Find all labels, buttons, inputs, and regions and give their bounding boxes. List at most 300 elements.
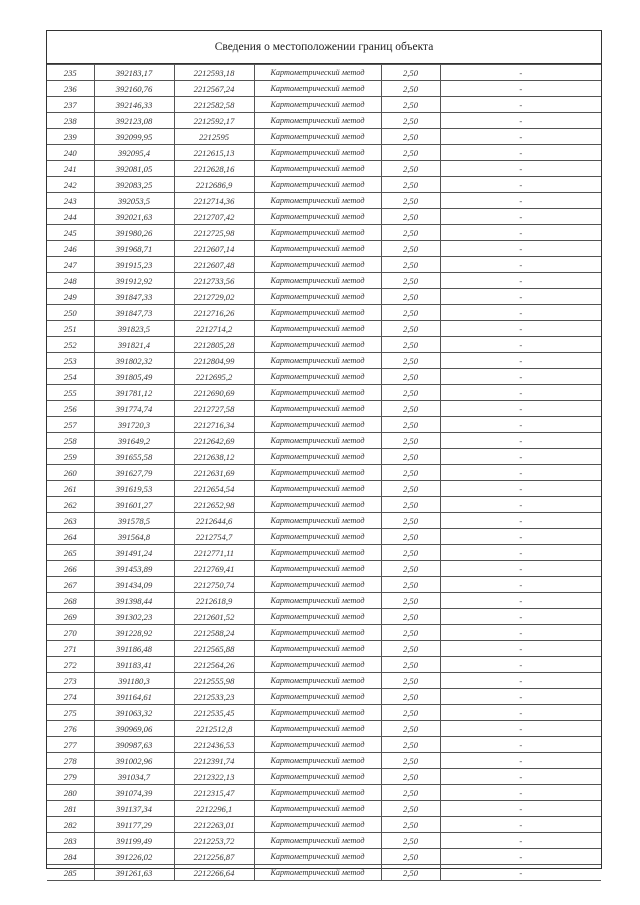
x-coordinate-cell: 391980,26 <box>94 225 174 241</box>
y-coordinate-cell: 2212690,69 <box>174 385 254 401</box>
y-coordinate-cell: 2212263,01 <box>174 817 254 833</box>
accuracy-cell: 2,50 <box>381 353 440 369</box>
method-cell: Картометрический метод <box>254 529 381 545</box>
method-cell: Картометрический метод <box>254 625 381 641</box>
note-cell: - <box>440 513 601 529</box>
method-cell: Картометрический метод <box>254 209 381 225</box>
point-number-cell: 241 <box>47 161 94 177</box>
y-coordinate-cell: 2212512,8 <box>174 721 254 737</box>
method-cell: Картометрический метод <box>254 561 381 577</box>
method-cell: Картометрический метод <box>254 721 381 737</box>
table-row <box>47 193 601 209</box>
x-coordinate-cell: 391034,7 <box>94 769 174 785</box>
x-coordinate-cell: 391655,58 <box>94 449 174 465</box>
accuracy-cell: 2,50 <box>381 865 440 881</box>
point-number-cell: 266 <box>47 561 94 577</box>
accuracy-cell: 2,50 <box>381 225 440 241</box>
note-cell: - <box>440 273 601 289</box>
table-row <box>47 641 601 657</box>
table-row <box>47 833 601 849</box>
table-row <box>47 129 601 145</box>
x-coordinate-cell: 391601,27 <box>94 497 174 513</box>
point-number-cell: 254 <box>47 369 94 385</box>
table-row <box>47 561 601 577</box>
x-coordinate-cell: 391491,24 <box>94 545 174 561</box>
method-cell: Картометрический метод <box>254 641 381 657</box>
method-cell: Картометрический метод <box>254 481 381 497</box>
method-cell: Картометрический метод <box>254 769 381 785</box>
x-coordinate-cell: 392146,33 <box>94 97 174 113</box>
method-cell: Картометрический метод <box>254 801 381 817</box>
y-coordinate-cell: 2212707,42 <box>174 209 254 225</box>
method-cell: Картометрический метод <box>254 545 381 561</box>
note-cell: - <box>440 481 601 497</box>
accuracy-cell: 2,50 <box>381 193 440 209</box>
y-coordinate-cell: 2212256,87 <box>174 849 254 865</box>
note-cell: - <box>440 161 601 177</box>
table-row <box>47 97 601 113</box>
y-coordinate-cell: 2212754,7 <box>174 529 254 545</box>
point-number-cell: 273 <box>47 673 94 689</box>
method-cell: Картометрический метод <box>254 849 381 865</box>
document-sheet <box>46 30 602 878</box>
note-cell: - <box>440 65 601 81</box>
method-cell: Картометрический метод <box>254 817 381 833</box>
method-cell: Картометрический метод <box>254 353 381 369</box>
x-coordinate-cell: 391177,29 <box>94 817 174 833</box>
x-coordinate-cell: 391453,89 <box>94 561 174 577</box>
y-coordinate-cell: 2212644,6 <box>174 513 254 529</box>
accuracy-cell: 2,50 <box>381 449 440 465</box>
note-cell: - <box>440 385 601 401</box>
accuracy-cell: 2,50 <box>381 465 440 481</box>
accuracy-cell: 2,50 <box>381 641 440 657</box>
point-number-cell: 264 <box>47 529 94 545</box>
point-number-cell: 242 <box>47 177 94 193</box>
note-cell: - <box>440 641 601 657</box>
point-number-cell: 267 <box>47 577 94 593</box>
table-row <box>47 465 601 481</box>
method-cell: Картометрический метод <box>254 833 381 849</box>
x-coordinate-cell: 392053,5 <box>94 193 174 209</box>
method-cell: Картометрический метод <box>254 577 381 593</box>
y-coordinate-cell: 2212769,41 <box>174 561 254 577</box>
accuracy-cell: 2,50 <box>381 65 440 81</box>
accuracy-cell: 2,50 <box>381 721 440 737</box>
note-cell: - <box>440 129 601 145</box>
point-number-cell: 263 <box>47 513 94 529</box>
boundary-coordinates-table <box>47 64 601 881</box>
y-coordinate-cell: 2212771,11 <box>174 545 254 561</box>
x-coordinate-cell: 392081,05 <box>94 161 174 177</box>
accuracy-cell: 2,50 <box>381 97 440 113</box>
method-cell: Картометрический метод <box>254 193 381 209</box>
note-cell: - <box>440 529 601 545</box>
table-row <box>47 689 601 705</box>
note-cell: - <box>440 225 601 241</box>
point-number-cell: 278 <box>47 753 94 769</box>
method-cell: Картометрический метод <box>254 753 381 769</box>
x-coordinate-cell: 391847,73 <box>94 305 174 321</box>
note-cell: - <box>440 657 601 673</box>
y-coordinate-cell: 2212567,24 <box>174 81 254 97</box>
accuracy-cell: 2,50 <box>381 337 440 353</box>
y-coordinate-cell: 2212805,28 <box>174 337 254 353</box>
method-cell: Картометрический метод <box>254 673 381 689</box>
note-cell: - <box>440 833 601 849</box>
table-row <box>47 497 601 513</box>
note-cell: - <box>440 433 601 449</box>
point-number-cell: 262 <box>47 497 94 513</box>
table-row <box>47 81 601 97</box>
accuracy-cell: 2,50 <box>381 369 440 385</box>
point-number-cell: 268 <box>47 593 94 609</box>
table-row <box>47 753 601 769</box>
point-number-cell: 282 <box>47 817 94 833</box>
x-coordinate-cell: 392183,17 <box>94 65 174 81</box>
y-coordinate-cell: 2212296,1 <box>174 801 254 817</box>
accuracy-cell: 2,50 <box>381 145 440 161</box>
accuracy-cell: 2,50 <box>381 769 440 785</box>
point-number-cell: 277 <box>47 737 94 753</box>
y-coordinate-cell: 2212607,14 <box>174 241 254 257</box>
y-coordinate-cell: 2212615,13 <box>174 145 254 161</box>
x-coordinate-cell: 391137,34 <box>94 801 174 817</box>
y-coordinate-cell: 2212804,99 <box>174 353 254 369</box>
table-row <box>47 337 601 353</box>
table-row <box>47 65 601 81</box>
accuracy-cell: 2,50 <box>381 593 440 609</box>
method-cell: Картометрический метод <box>254 177 381 193</box>
point-number-cell: 247 <box>47 257 94 273</box>
table-row <box>47 417 601 433</box>
note-cell: - <box>440 737 601 753</box>
note-cell: - <box>440 705 601 721</box>
accuracy-cell: 2,50 <box>381 289 440 305</box>
table-row <box>47 785 601 801</box>
point-number-cell: 284 <box>47 849 94 865</box>
y-coordinate-cell: 2212714,36 <box>174 193 254 209</box>
note-cell: - <box>440 417 601 433</box>
y-coordinate-cell: 2212533,23 <box>174 689 254 705</box>
accuracy-cell: 2,50 <box>381 513 440 529</box>
y-coordinate-cell: 2212253,72 <box>174 833 254 849</box>
accuracy-cell: 2,50 <box>381 161 440 177</box>
table-row <box>47 737 601 753</box>
note-cell: - <box>440 865 601 881</box>
x-coordinate-cell: 391180,3 <box>94 673 174 689</box>
method-cell: Картометрический метод <box>254 385 381 401</box>
point-number-cell: 272 <box>47 657 94 673</box>
accuracy-cell: 2,50 <box>381 305 440 321</box>
table-row <box>47 177 601 193</box>
x-coordinate-cell: 392083,25 <box>94 177 174 193</box>
y-coordinate-cell: 2212322,13 <box>174 769 254 785</box>
point-number-cell: 250 <box>47 305 94 321</box>
accuracy-cell: 2,50 <box>381 833 440 849</box>
x-coordinate-cell: 391912,92 <box>94 273 174 289</box>
method-cell: Картометрический метод <box>254 785 381 801</box>
x-coordinate-cell: 391619,53 <box>94 481 174 497</box>
method-cell: Картометрический метод <box>254 305 381 321</box>
point-number-cell: 244 <box>47 209 94 225</box>
table-row <box>47 657 601 673</box>
y-coordinate-cell: 2212750,74 <box>174 577 254 593</box>
table-row <box>47 257 601 273</box>
note-cell: - <box>440 369 601 385</box>
point-number-cell: 283 <box>47 833 94 849</box>
point-number-cell: 235 <box>47 65 94 81</box>
point-number-cell: 256 <box>47 401 94 417</box>
accuracy-cell: 2,50 <box>381 113 440 129</box>
accuracy-cell: 2,50 <box>381 737 440 753</box>
y-coordinate-cell: 2212686,9 <box>174 177 254 193</box>
note-cell: - <box>440 289 601 305</box>
table-row <box>47 305 601 321</box>
y-coordinate-cell: 2212266,64 <box>174 865 254 881</box>
table-row <box>47 113 601 129</box>
accuracy-cell: 2,50 <box>381 785 440 801</box>
x-coordinate-cell: 391186,48 <box>94 641 174 657</box>
y-coordinate-cell: 2212642,69 <box>174 433 254 449</box>
table-row <box>47 865 601 881</box>
x-coordinate-cell: 391627,79 <box>94 465 174 481</box>
point-number-cell: 249 <box>47 289 94 305</box>
table-row <box>47 401 601 417</box>
method-cell: Картометрический метод <box>254 241 381 257</box>
point-number-cell: 255 <box>47 385 94 401</box>
accuracy-cell: 2,50 <box>381 321 440 337</box>
y-coordinate-cell: 2212564,26 <box>174 657 254 673</box>
method-cell: Картометрический метод <box>254 273 381 289</box>
table-row <box>47 721 601 737</box>
point-number-cell: 245 <box>47 225 94 241</box>
table-row <box>47 481 601 497</box>
y-coordinate-cell: 2212593,18 <box>174 65 254 81</box>
table-row <box>47 225 601 241</box>
accuracy-cell: 2,50 <box>381 577 440 593</box>
point-number-cell: 285 <box>47 865 94 881</box>
y-coordinate-cell: 2212714,2 <box>174 321 254 337</box>
note-cell: - <box>440 449 601 465</box>
x-coordinate-cell: 391821,4 <box>94 337 174 353</box>
note-cell: - <box>440 113 601 129</box>
note-cell: - <box>440 353 601 369</box>
note-cell: - <box>440 193 601 209</box>
accuracy-cell: 2,50 <box>381 401 440 417</box>
method-cell: Картометрический метод <box>254 65 381 81</box>
accuracy-cell: 2,50 <box>381 497 440 513</box>
x-coordinate-cell: 391649,2 <box>94 433 174 449</box>
note-cell: - <box>440 609 601 625</box>
point-number-cell: 243 <box>47 193 94 209</box>
table-row <box>47 321 601 337</box>
x-coordinate-cell: 392160,76 <box>94 81 174 97</box>
note-cell: - <box>440 305 601 321</box>
table-row <box>47 529 601 545</box>
x-coordinate-cell: 392123,08 <box>94 113 174 129</box>
accuracy-cell: 2,50 <box>381 561 440 577</box>
point-number-cell: 275 <box>47 705 94 721</box>
accuracy-cell: 2,50 <box>381 129 440 145</box>
accuracy-cell: 2,50 <box>381 657 440 673</box>
note-cell: - <box>440 145 601 161</box>
accuracy-cell: 2,50 <box>381 673 440 689</box>
y-coordinate-cell: 2212733,56 <box>174 273 254 289</box>
point-number-cell: 251 <box>47 321 94 337</box>
point-number-cell: 237 <box>47 97 94 113</box>
note-cell: - <box>440 817 601 833</box>
method-cell: Картометрический метод <box>254 369 381 385</box>
method-cell: Картометрический метод <box>254 465 381 481</box>
table-row <box>47 577 601 593</box>
table-row <box>47 769 601 785</box>
method-cell: Картометрический метод <box>254 705 381 721</box>
y-coordinate-cell: 2212391,74 <box>174 753 254 769</box>
y-coordinate-cell: 2212716,26 <box>174 305 254 321</box>
method-cell: Картометрический метод <box>254 145 381 161</box>
point-number-cell: 253 <box>47 353 94 369</box>
accuracy-cell: 2,50 <box>381 817 440 833</box>
y-coordinate-cell: 2212618,9 <box>174 593 254 609</box>
table-row <box>47 849 601 865</box>
table-row <box>47 289 601 305</box>
method-cell: Картометрический метод <box>254 161 381 177</box>
table-row <box>47 273 601 289</box>
method-cell: Картометрический метод <box>254 593 381 609</box>
point-number-cell: 239 <box>47 129 94 145</box>
point-number-cell: 238 <box>47 113 94 129</box>
method-cell: Картометрический метод <box>254 417 381 433</box>
accuracy-cell: 2,50 <box>381 241 440 257</box>
y-coordinate-cell: 2212695,2 <box>174 369 254 385</box>
point-number-cell: 248 <box>47 273 94 289</box>
note-cell: - <box>440 241 601 257</box>
y-coordinate-cell: 2212725,98 <box>174 225 254 241</box>
note-cell: - <box>440 801 601 817</box>
table-row <box>47 241 601 257</box>
accuracy-cell: 2,50 <box>381 433 440 449</box>
method-cell: Картометрический метод <box>254 497 381 513</box>
x-coordinate-cell: 391002,96 <box>94 753 174 769</box>
table-row <box>47 449 601 465</box>
table-row <box>47 705 601 721</box>
y-coordinate-cell: 2212555,98 <box>174 673 254 689</box>
accuracy-cell: 2,50 <box>381 385 440 401</box>
table-row <box>47 801 601 817</box>
accuracy-cell: 2,50 <box>381 801 440 817</box>
method-cell: Картометрический метод <box>254 513 381 529</box>
method-cell: Картометрический метод <box>254 689 381 705</box>
table-row <box>47 609 601 625</box>
x-coordinate-cell: 391226,02 <box>94 849 174 865</box>
point-number-cell: 270 <box>47 625 94 641</box>
accuracy-cell: 2,50 <box>381 609 440 625</box>
y-coordinate-cell: 2212315,47 <box>174 785 254 801</box>
table-row <box>47 513 601 529</box>
y-coordinate-cell: 2212727,58 <box>174 401 254 417</box>
point-number-cell: 271 <box>47 641 94 657</box>
accuracy-cell: 2,50 <box>381 81 440 97</box>
method-cell: Картометрический метод <box>254 113 381 129</box>
note-cell: - <box>440 257 601 273</box>
x-coordinate-cell: 391915,23 <box>94 257 174 273</box>
y-coordinate-cell: 2212588,24 <box>174 625 254 641</box>
note-cell: - <box>440 769 601 785</box>
method-cell: Картометрический метод <box>254 865 381 881</box>
point-number-cell: 246 <box>47 241 94 257</box>
note-cell: - <box>440 689 601 705</box>
x-coordinate-cell: 391063,32 <box>94 705 174 721</box>
x-coordinate-cell: 392099,95 <box>94 129 174 145</box>
x-coordinate-cell: 391774,74 <box>94 401 174 417</box>
note-cell: - <box>440 753 601 769</box>
x-coordinate-cell: 392095,4 <box>94 145 174 161</box>
point-number-cell: 276 <box>47 721 94 737</box>
x-coordinate-cell: 391805,49 <box>94 369 174 385</box>
note-cell: - <box>440 593 601 609</box>
point-number-cell: 261 <box>47 481 94 497</box>
point-number-cell: 259 <box>47 449 94 465</box>
note-cell: - <box>440 177 601 193</box>
x-coordinate-cell: 392021,63 <box>94 209 174 225</box>
x-coordinate-cell: 391781,12 <box>94 385 174 401</box>
x-coordinate-cell: 391564,8 <box>94 529 174 545</box>
x-coordinate-cell: 390987,63 <box>94 737 174 753</box>
x-coordinate-cell: 391183,41 <box>94 657 174 673</box>
accuracy-cell: 2,50 <box>381 417 440 433</box>
point-number-cell: 280 <box>47 785 94 801</box>
document-title: Сведения о местоположении границ объекта <box>47 31 601 64</box>
point-number-cell: 240 <box>47 145 94 161</box>
accuracy-cell: 2,50 <box>381 529 440 545</box>
x-coordinate-cell: 391199,49 <box>94 833 174 849</box>
method-cell: Картометрический метод <box>254 257 381 273</box>
method-cell: Картометрический метод <box>254 401 381 417</box>
y-coordinate-cell: 2212631,69 <box>174 465 254 481</box>
accuracy-cell: 2,50 <box>381 209 440 225</box>
note-cell: - <box>440 577 601 593</box>
note-cell: - <box>440 785 601 801</box>
accuracy-cell: 2,50 <box>381 625 440 641</box>
method-cell: Картометрический метод <box>254 129 381 145</box>
y-coordinate-cell: 2212595 <box>174 129 254 145</box>
note-cell: - <box>440 97 601 113</box>
method-cell: Картометрический метод <box>254 81 381 97</box>
y-coordinate-cell: 2212638,12 <box>174 449 254 465</box>
table-row <box>47 161 601 177</box>
method-cell: Картометрический метод <box>254 737 381 753</box>
table-row <box>47 209 601 225</box>
note-cell: - <box>440 497 601 513</box>
x-coordinate-cell: 391802,32 <box>94 353 174 369</box>
x-coordinate-cell: 391434,09 <box>94 577 174 593</box>
table-row <box>47 593 601 609</box>
x-coordinate-cell: 391302,23 <box>94 609 174 625</box>
table-row <box>47 369 601 385</box>
y-coordinate-cell: 2212436,53 <box>174 737 254 753</box>
x-coordinate-cell: 391968,71 <box>94 241 174 257</box>
accuracy-cell: 2,50 <box>381 545 440 561</box>
y-coordinate-cell: 2212628,16 <box>174 161 254 177</box>
note-cell: - <box>440 337 601 353</box>
accuracy-cell: 2,50 <box>381 481 440 497</box>
note-cell: - <box>440 465 601 481</box>
method-cell: Картометрический метод <box>254 337 381 353</box>
point-number-cell: 281 <box>47 801 94 817</box>
note-cell: - <box>440 81 601 97</box>
table-row <box>47 817 601 833</box>
